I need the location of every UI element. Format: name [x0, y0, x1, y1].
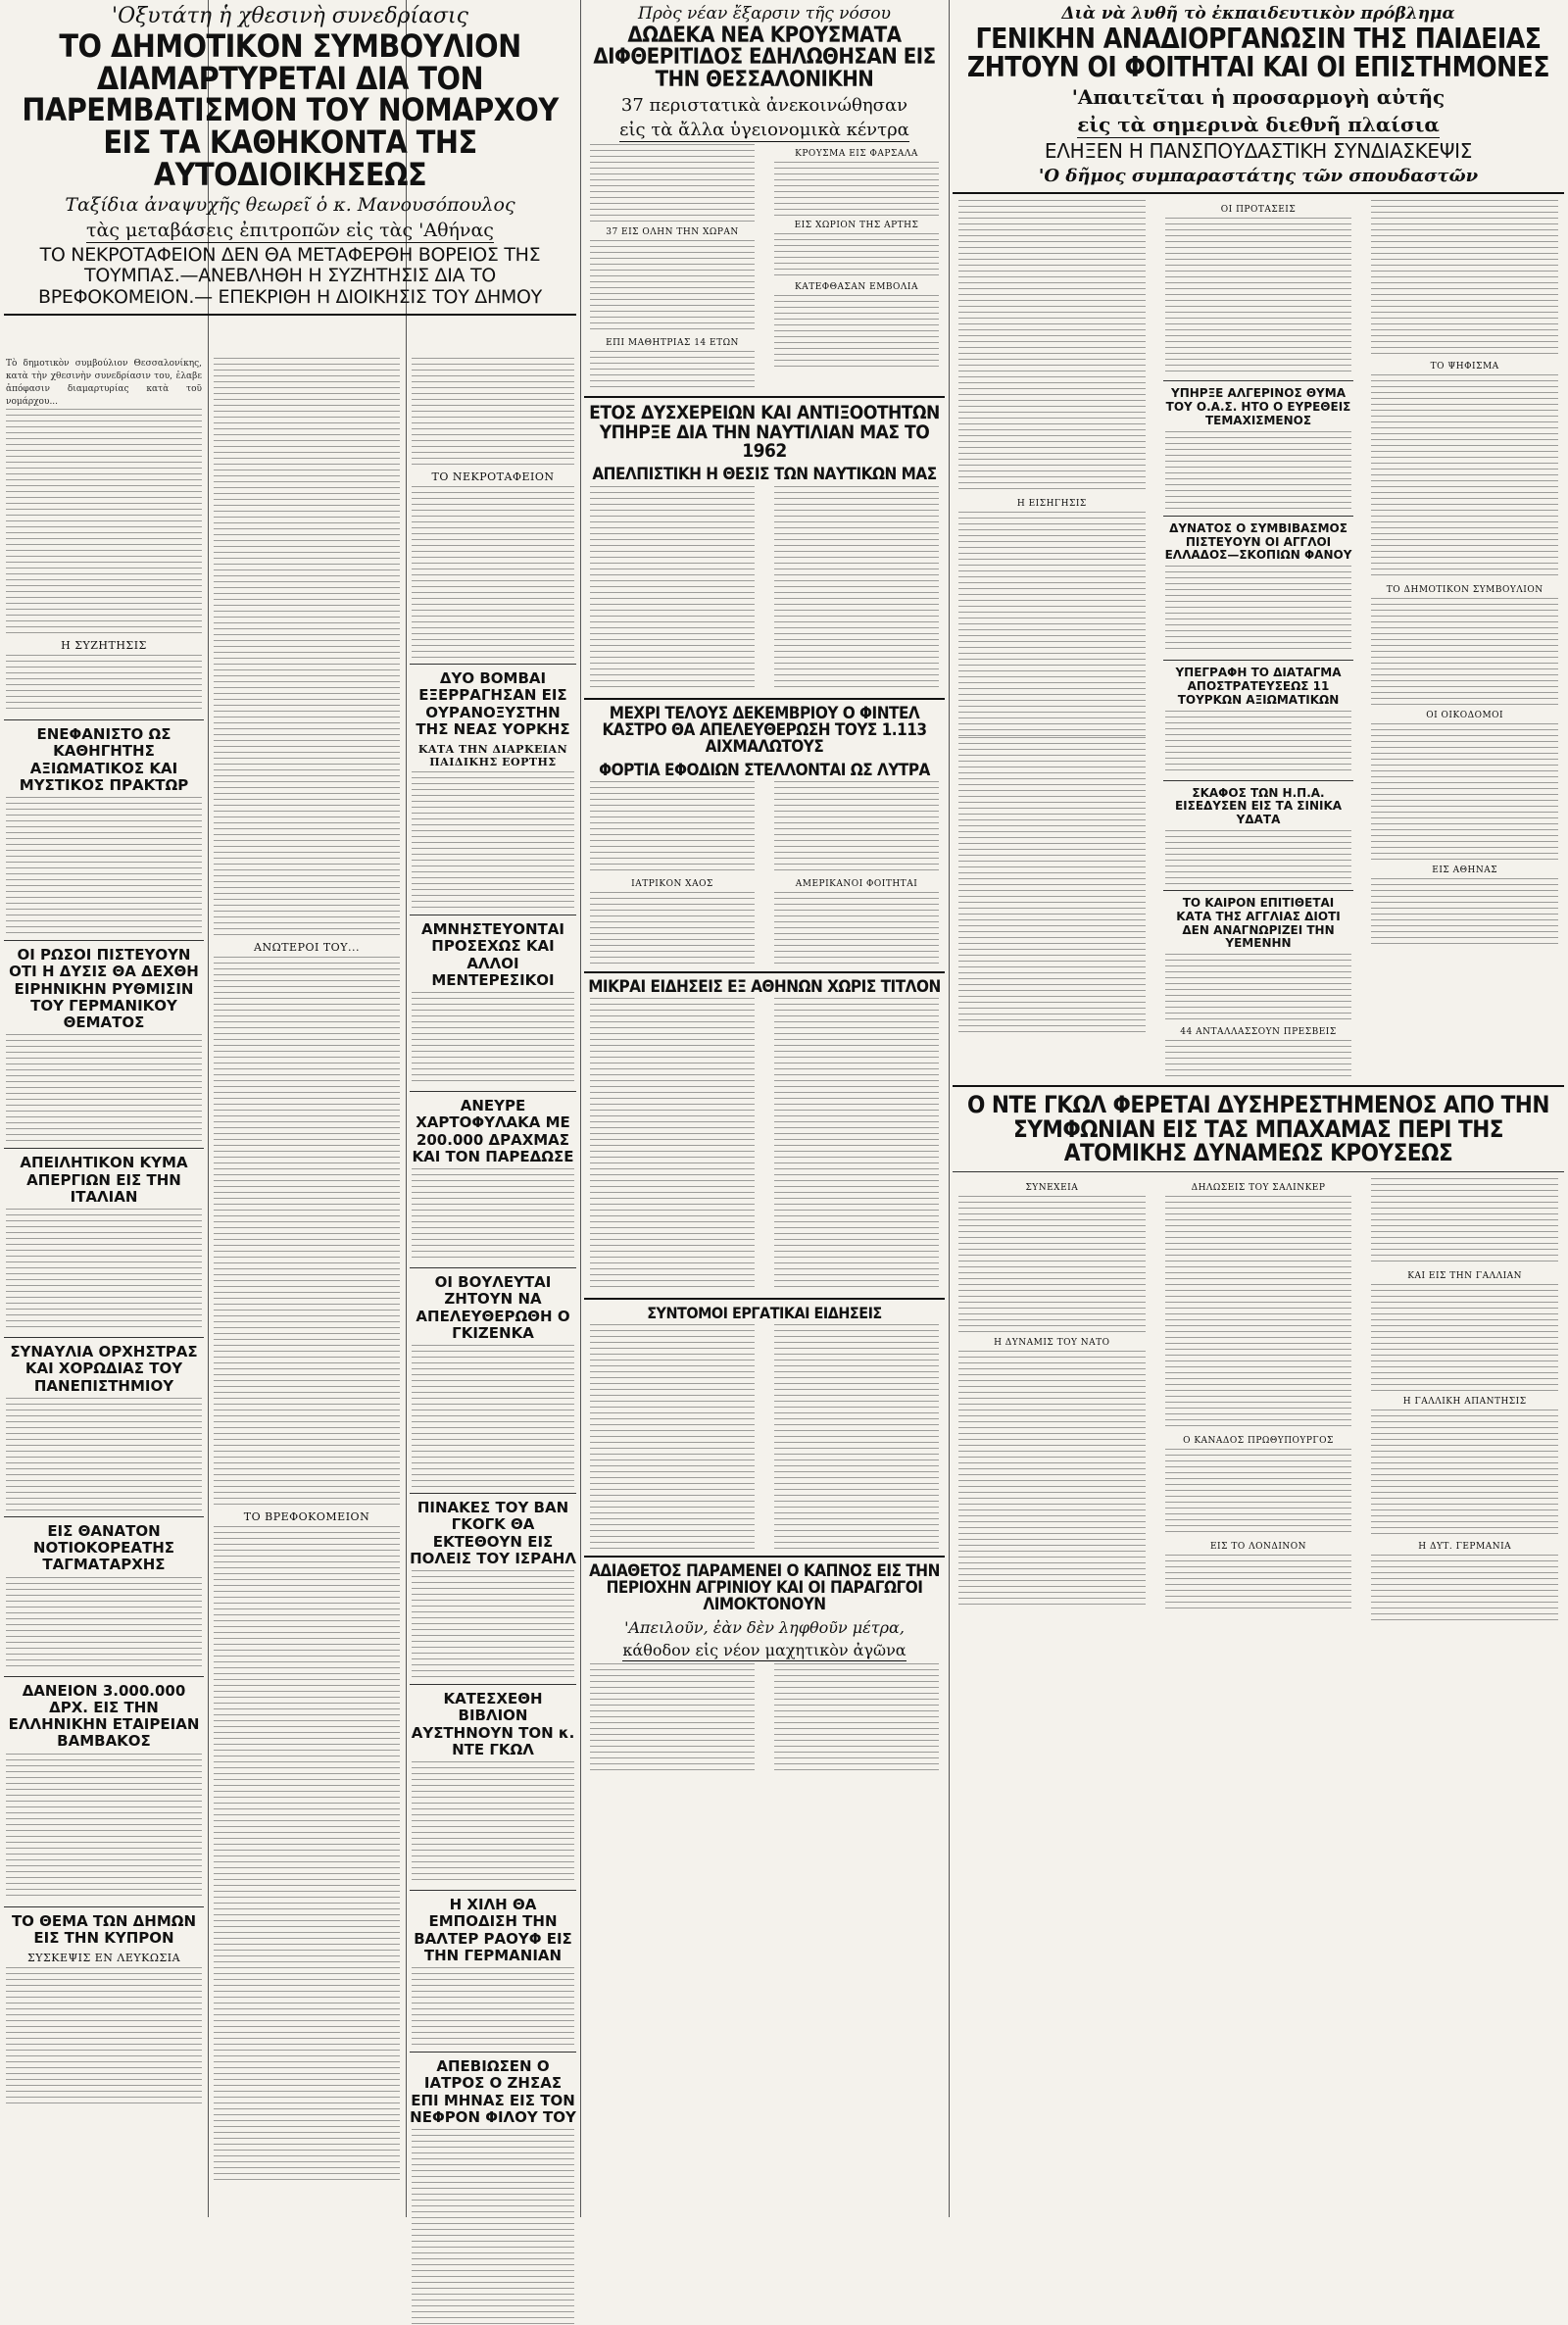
body-text-block [774, 998, 939, 1292]
body-text-block [412, 771, 574, 909]
divider [953, 192, 1564, 194]
body-text-block [1371, 723, 1558, 861]
body-text-block [214, 1526, 400, 2183]
body-text-block [774, 892, 939, 965]
body-text-block [412, 1967, 574, 2046]
story-headline: ΑΠΕΒΙΩΣΕΝ Ο ΙΑΤΡΟΣ Ο ΖΗΣΑΣ ΕΠΙ ΜΗΝΑΣ ΕΙΣ ΤΟΝ ΝΕΦΡΟΝ ΦΙΛΟΥ ΤΟΥ [410, 2057, 576, 2126]
story-headline: ΟΙ ΡΩΣΟΙ ΠΙΣΤΕΥΟΥΝ ΟΤΙ Η ΔΥΣΙΣ ΘΑ ΔΕΧΘΗ ΕΙΡΗΝΙΚΗΝ ΡΥΘΜΙΣΙΝ ΤΟΥ ΓΕΡΜΑΝΙΚΟΥ ΘΕΜΑΤΟΣ [9, 946, 199, 1032]
subhead: 44 ΑΝΤΑΛΛΑΣΣΟΥΝ ΠΡΕΣΒΕΙΣ [1180, 1027, 1337, 1038]
body-text-block [1165, 218, 1352, 374]
body-text-block [412, 992, 574, 1085]
divider [1163, 660, 1354, 661]
body-text-block [6, 1577, 202, 1670]
body-text-block [6, 1398, 202, 1510]
divider [410, 1267, 576, 1268]
athens-news-headline: ΜΙΚΡΑΙ ΕΙΔΗΣΕΙΣ ΕΞ ΑΘΗΝΩΝ ΧΩΡΙΣ ΤΙΤΛΟΝ [588, 977, 941, 998]
body-text-block [1165, 954, 1352, 1022]
story-headline: Η ΧΙΛΗ ΘΑ ΕΜΠΟΔΙΣΗ ΤΗΝ ΒΑΛΤΕΡ ΡΑΟΥΦ ΕΙΣ ΤΗΝ ΓΕΡΜΑΝΙΑΝ [414, 1896, 572, 1964]
subhead: Η ΓΑΛΛΙΚΗ ΑΠΑΝΤΗΣΙΣ [1402, 1396, 1527, 1407]
body-text-block [412, 358, 574, 466]
body-text-block [1165, 830, 1352, 884]
body-text-block [774, 233, 939, 277]
subhead: ΙΑΤΡΙΚΟΝ ΧΑΟΣ [631, 879, 713, 890]
body-text-block [590, 1324, 755, 1550]
tobacco-sub-2: κάθοδον εἰς νέον μαχητικὸν ἀγῶνα [622, 1640, 906, 1659]
diphtheria-sub-1: 37 περιστατικὰ ἀνεκοινώθησαν [620, 95, 908, 117]
subhead: ΚΑΤΕΦΘΑΣΑΝ ΕΜΒΟΛΙΑ [795, 282, 918, 293]
body-text-block [590, 781, 755, 874]
body-text-block [1371, 1410, 1558, 1537]
body-text-block [1371, 1284, 1558, 1392]
subhead: ΤΟ ΔΗΜΟΤΙΚΟΝ ΣΥΜΒΟΥΛΙΟΝ [1386, 585, 1544, 596]
story-headline: ΔΑΝΕΙΟΝ 3.000.000 ΔΡΧ. ΕΙΣ ΤΗΝ ΕΛΛΗΝΙΚΗΝ ΕΤΑΙΡΕΙΑΝ ΒΑΜΒΑΚΟΣ [8, 1681, 200, 1751]
story-headline: ΤΟ ΘΕΜΑ ΤΩΝ ΔΗΜΩΝ ΕΙΣ ΤΗΝ ΚΥΠΡΟΝ [11, 1911, 197, 1947]
divider [410, 2052, 576, 2053]
body-text-block [6, 1754, 202, 1901]
body-text-block [1165, 566, 1352, 654]
body-text-block [774, 295, 939, 369]
body-text-block [6, 1034, 202, 1142]
story-headline: ΕΝΕΦΑΝΙΣΤΟ ΩΣ ΚΑΘΗΓΗΤΗΣ ΑΞΙΩΜΑΤΙΚΟΣ ΚΑΙ ΜΥΣΤΙΚΟΣ ΠΡΑΚΤΩΡ [19, 725, 189, 794]
subhead: ΑΜΕΡΙΚΑΝΟΙ ΦΟΙΤΗΤΑΙ [795, 879, 918, 890]
story-headline: ΠΙΝΑΚΕΣ ΤΟΥ ΒΑΝ ΓΚΟΓΚ ΘΑ ΕΚΤΕΘΟΥΝ ΕΙΣ ΠΟΛΕΙΣ ΤΟΥ ΙΣΡΑΗΛ [410, 1499, 576, 1567]
body-text-block [774, 486, 939, 692]
divider [584, 971, 945, 973]
story-subhead: ΚΑΤΑ ΤΗΝ ΔΙΑΡΚΕΙΑΝ ΠΑΙΔΙΚΗΣ ΕΟΡΤΗΣ [417, 743, 568, 768]
shipping-sub: ΑΠΕΛΠΙΣΤΙΚΗ Η ΘΕΣΙΣ ΤΩΝ ΝΑΥΤΙΚΩΝ ΜΑΣ [592, 465, 937, 485]
body-text-block [1371, 598, 1558, 706]
body-text-block [1165, 711, 1352, 774]
subhead: Η ΕΙΣΗΓΗΣΙΣ [1016, 499, 1087, 510]
lead-subtitle-1: Ταξίδια ἀναψυχῆς θεωρεῖ ὁ κ. Μανουσόπουλος [65, 194, 515, 217]
body-text-block [6, 797, 202, 934]
lead-headline: ΤΟ ΔΗΜΟΤΙΚΟΝ ΣΥΜΒΟΥΛΙΟΝ ΔΙΑΜΑΡΤΥΡΕΤΑΙ ΔΙΑ ΤΟΝ ΠΑΡΕΜΒΑΤΙΣΜΟΝ ΤΟΥ ΝΟΜΑΡΧΟΥ ΕΙΣ ΤΑ ΚΑΘΗΚΟΝΤΑ ΤΗΣ ΑΥΤΟΔΙΟΙΚΗΣΕΩΣ [22, 27, 559, 193]
subhead: ΟΙ ΟΙΚΟΔΟΜΟΙ [1426, 711, 1504, 721]
divider [953, 1085, 1564, 1087]
body-text-block [590, 892, 755, 965]
labor-news-headline: ΣΥΝΤΟΜΟΙ ΕΡΓΑΤΙΚΑΙ ΕΙΔΗΣΕΙΣ [647, 1304, 882, 1323]
subhead: ΕΠΙ ΜΑΘΗΤΡΙΑΣ 14 ΕΤΩΝ [606, 338, 739, 349]
story-headline: ΔΥΝΑΤΟΣ Ο ΣΥΜΒΙΒΑΣΜΟΣ ΠΙΣΤΕΥΟΥΝ ΟΙ ΑΓΓΛΟΙ ΕΛΛΑΔΟΣ—ΣΚΟΠΙΩΝ ΦΑΝΟΥ [1164, 520, 1352, 563]
body-text-block [590, 486, 755, 692]
body-text-block [1165, 431, 1352, 510]
diphtheria-kicker: Πρὸς νέαν ἔξαρσιν τῆς νόσου [638, 4, 891, 24]
body-text-block [590, 998, 755, 1292]
story-subhead: ΣΥΣΚΕΨΙΣ ΕΝ ΛΕΥΚΩΣΙΑ [26, 1952, 181, 1965]
tobacco-sub-1: 'Απειλοῦν, ἐὰν δὲν ληφθοῦν μέτρα, [624, 1617, 905, 1637]
subhead: ΔΗΛΩΣΕΙΣ ΤΟΥ ΣΑΛΙΝΚΕΡ [1191, 1182, 1326, 1193]
divider [4, 314, 576, 316]
divider [1163, 890, 1354, 891]
divider [953, 1171, 1564, 1172]
divider [4, 1906, 204, 1907]
divider [4, 1148, 204, 1149]
education-sub-2: εἰς τὰ σημερινὰ διεθνῆ πλαίσια [1077, 113, 1440, 137]
lead-deck: ΤΟ ΝΕΚΡΟΤΑΦΕΙΟΝ ΔΕΝ ΘΑ ΜΕΤΑΦΕΡΘΗ ΒΟΡΕΙΟΣ ΤΗΣ ΤΟΥΜΠΑΣ.—ΑΝΕΒΛΗΘΗ Η ΣΥΖΗΤΗΣΙΣ ΔΙΑ ΤΟ ΒΡΕΦΟΚΟΜΕΙΟΝ.— ΕΠΕΚΡΙΘΗ Η ΔΙΟΙΚΗΣΙΣ ΤΟΥ ΔΗΜΟΥ [37, 244, 542, 308]
body-text-block [412, 1345, 574, 1487]
body-text-block [958, 737, 1146, 1036]
body-text-block [412, 486, 574, 658]
divider [1163, 780, 1354, 781]
divider [1163, 380, 1354, 381]
tobacco-headline: ΑΔΙΑΘΕΤΟΣ ΠΑΡΑΜΕΝΕΙ Ο ΚΑΠΝΟΣ ΕΙΣ ΤΗΝ ΠΕΡΙΟΧΗΝ ΑΓΡΙΝΙΟΥ ΚΑΙ ΟΙ ΠΑΡΑΓΩΓΟΙ ΛΙΜΟΚΤΟΝΟΥΝ [589, 1560, 940, 1615]
subhead-vrefokomeion: ΤΟ ΒΡΕΦΟΚΟΜΕΙΟΝ [243, 1510, 370, 1523]
body-text-block [412, 1168, 574, 1261]
story-headline: ΥΠΗΡΞΕ ΑΛΓΕΡΙΝΟΣ ΘΥΜΑ ΤΟΥ Ο.Α.Σ. ΗΤΟ Ο ΕΥΡΕΘΕΙΣ ΤΕΜΑΧΙΣΜΕΝΟΣ [1165, 386, 1351, 428]
column-5 [949, 0, 1568, 1623]
castro-headline: ΜΕΧΡΙ ΤΕΛΟΥΣ ΔΕΚΕΜΒΡΙΟΥ Ο ΦΙΝΤΕΛ ΚΑΣΤΡΟ ΘΑ ΑΠΕΛΕΥΘΕΡΩΣΗ ΤΟΥΣ 1.113 ΑΙΧΜΑΛΩΤΟΥΣ [602, 703, 927, 758]
lead-subtitle-2: τὰς μεταβάσεις ἐπιτροπῶν εἰς τὰς 'Αθήνας [86, 220, 494, 242]
story-headline: ΟΙ ΒΟΥΛΕΥΤΑΙ ΖΗΤΟΥΝ ΝΑ ΑΠΕΛΕΥΘΕΡΩΘΗ Ο ΓΚΙΖΕΝΚΑ [416, 1273, 570, 1342]
divider [584, 1298, 945, 1300]
body-text-block [1371, 200, 1558, 357]
body-text-block [590, 144, 755, 223]
diphtheria-sub-2: εἰς τὰ ἄλλα ὑγειονομικὰ κέντρα [619, 120, 909, 141]
story-headline: ΑΠΕΙΛΗΤΙΚΟΝ ΚΥΜΑ ΑΠΕΡΓΙΩΝ ΕΙΣ ΤΗΝ ΙΤΑΛΙΑΝ [20, 1154, 188, 1206]
story-headline: ΑΜΝΗΣΤΕΥΟΝΤΑΙ ΠΡΟΣΕΧΩΣ ΚΑΙ ΑΛΛΟΙ ΜΕΝΤΕΡΕΣΙΚΟΙ [421, 920, 564, 989]
divider [584, 698, 945, 700]
divider [4, 719, 204, 720]
story-headline: ΣΥΝΑΥΛΙΑ ΟΡΧΗΣΤΡΑΣ ΚΑΙ ΧΟΡΩΔΙΑΣ ΤΟΥ ΠΑΝΕΠΙΣΤΗΜΙΟΥ [10, 1343, 198, 1395]
subhead: ΚΑΙ ΕΙΣ ΤΗΝ ΓΑΛΛΙΑΝ [1407, 1270, 1523, 1281]
body-text-block [214, 358, 400, 936]
divider [4, 1676, 204, 1677]
story-headline: ΕΙΣ ΘΑΝΑΤΟΝ ΝΟΤΙΟΚΟΡΕΑΤΗΣ ΤΑΓΜΑΤΑΡΧΗΣ [32, 1521, 175, 1574]
body-text-block [214, 957, 400, 1506]
subhead: 37 ΕΙΣ ΟΛΗΝ ΤΗΝ ΧΩΡΑΝ [606, 227, 739, 238]
education-headline: ΓΕΝΙΚΗΝ ΑΝΑΔΙΟΡΓΑΝΩΣΙΝ ΤΗΣ ΠΑΙΔΕΙΑΣ ΖΗΤΟΥΝ ΟΙ ΦΟΙΤΗΤΑΙ ΚΑΙ ΟΙ ΕΠΙΣΤΗΜΟΝΕΣ [966, 23, 1550, 83]
body-text-block [958, 1196, 1146, 1333]
body-text-block [1371, 878, 1558, 947]
story-headline: ΥΠΕΓΡΑΦΗ ΤΟ ΔΙΑΤΑΓΜΑ ΑΠΟΣΤΡΑΤΕΥΣΕΩΣ 11 ΤΟΥΡΚΩΝ ΑΞΙΩΜΑΤΙΚΩΝ [1175, 666, 1342, 707]
subhead: ΤΟ ΨΗΦΙΣΜΑ [1430, 362, 1499, 372]
subhead: ΕΙΣ ΤΟ ΛΟΝΔΙΝΟΝ [1209, 1541, 1307, 1552]
subhead: Η ΔΥΝΑΜΙΣ ΤΟΥ ΝΑΤΟ [994, 1337, 1110, 1348]
body-text-block [774, 1324, 939, 1550]
subhead: Η ΔΥΤ. ΓΕΡΜΑΝΙΑ [1418, 1541, 1512, 1552]
subhead: ΕΙΣ ΑΘΗΝΑΣ [1432, 866, 1498, 876]
body-text-block [1371, 1178, 1558, 1266]
body-text-block [590, 351, 755, 390]
divider [584, 396, 945, 398]
subhead-anoteroi: ΑΝΩΤΕΡΟΙ ΤΟΥ... [254, 941, 360, 954]
lead-kicker: 'Οξυτάτη ἡ χθεσινὴ συνεδρίασις [112, 4, 468, 28]
body-text-block [958, 512, 1146, 737]
education-sub-1: 'Απαιτεῖται ἡ προσαρμογὴ αὐτῆς [1071, 85, 1446, 110]
story-headline: ΤΟ ΚΑΙΡΟΝ ΕΠΙΤΙΘΕΤΑΙ ΚΑΤΑ ΤΗΣ ΑΓΓΛΙΑΣ ΔΙΟΤΙ ΔΕΝ ΑΝΑΓΝΩΡΙΖΕΙ ΤΗΝ ΥΕΜΕΝΗΝ [1176, 896, 1341, 951]
shipping-headline: ΕΤΟΣ ΔΥΣΧΕΡΕΙΩΝ ΚΑΙ ΑΝΤΙΞΟΟΤΗΤΩΝ ΥΠΗΡΞΕ ΔΙΑ ΤΗΝ ΝΑΥΤΙΛΙΑΝ ΜΑΣ ΤΟ 1962 [589, 402, 940, 463]
divider [4, 940, 204, 941]
castro-sub: ΦΟΡΤΙΑ ΕΦΟΔΙΩΝ ΣΤΕΛΛΟΝΤΑΙ ΩΣ ΛΥΤΡΑ [599, 760, 930, 780]
body-text-block [1371, 374, 1558, 580]
education-deck: ΕΛΗΞΕΝ Η ΠΑΝΣΠΟΥΔΑΣΤΙΚΗ ΣΥΝΔΙΑΣΚΕΨΙΣ [1044, 139, 1473, 164]
divider [1163, 516, 1354, 517]
divider [410, 1684, 576, 1685]
body-text-block [6, 655, 202, 714]
body-text-block [1165, 1196, 1352, 1431]
lead-body-text: Τὸ δημοτικὸν συμβούλιον Θεσσαλονίκης, κατὰ τὴν χθεσινὴν συνεδρίασιν του, ἐλαβε ἀπόφασιν διαμαρτυρίας κατὰ τοῦ νομάρχου... [6, 359, 202, 408]
body-text-block [1165, 1449, 1352, 1537]
body-text-block [6, 1967, 202, 2104]
story-headline: ΚΑΤΕΣΧΕΘΗ ΒΙΒΛΙΟΝ ΑΥΣΤΗΝΟΥΝ ΤΟΝ κ. ΝΤΕ ΓΚΩΛ [411, 1690, 575, 1758]
body-text-block [6, 409, 202, 634]
story-headline: ΣΚΑΦΟΣ ΤΩΝ Η.Π.Α. ΕΙΣΕΔΥΣΕΝ ΕΙΣ ΤΑ ΣΙΝΙΚΑ ΥΔΑΤΑ [1174, 785, 1343, 827]
education-kicker: Διὰ νὰ λυθῆ τὸ ἐκπαιδευτικὸν πρόβλημα [1061, 4, 1455, 24]
body-text-block [774, 1663, 939, 1771]
diphtheria-headline: ΔΩΔΕΚΑ ΝΕΑ ΚΡΟΥΣΜΑΤΑ ΔΙΦΘΕΡΙΤΙΔΟΣ ΕΔΗΛΩΘΗΣΑΝ ΕΙΣ ΤΗΝ ΘΕΣΣΑΛΟΝΙΚΗΝ [593, 24, 936, 92]
column-2 [208, 358, 406, 2183]
body-text-block [6, 1209, 202, 1331]
divider [410, 664, 576, 665]
subhead: ΟΙ ΠΡΟΤΑΣΕΙΣ [1220, 205, 1297, 216]
body-text-block [412, 1570, 574, 1678]
body-text-block [590, 240, 755, 333]
de-gaulle-headline: Ο ΝΤΕ ΓΚΩΛ ΦΕΡΕΤΑΙ ΔΥΣΗΡΕΣΤΗΜΕΝΟΣ ΑΠΟ ΤΗΝ ΣΥΜΦΩΝΙΑΝ ΕΙΣ ΤΑΣ ΜΠΑΧΑΜΑΣ ΠΕΡΙ ΤΗΣ ΑΤΟΜΙΚΗΣ ΔΥΝΑΜΕΩΣ ΚΡΟΥΣΕΩΣ [967, 1091, 1549, 1167]
divider [4, 1337, 204, 1338]
story-headline: ΔΥΟ ΒΟΜΒΑΙ ΕΞΕΡΡΑΓΗΣΑΝ ΕΙΣ ΟΥΡΑΝΟΞΥΣΤΗΝ ΤΗΣ ΝΕΑΣ ΥΟΡΚΗΣ [416, 669, 570, 738]
column-4 [580, 0, 949, 1771]
divider [410, 1890, 576, 1891]
divider [410, 1091, 576, 1092]
body-text-block [1371, 1555, 1558, 1623]
subhead-syzitisis: Η ΣΥΖΗΤΗΣΙΣ [61, 639, 147, 653]
body-text-block [412, 1761, 574, 1884]
body-text-block [774, 162, 939, 216]
subhead-nekrotafeion: ΤΟ ΝΕΚΡΟΤΑΦΕΙΟΝ [431, 470, 555, 483]
subhead: ΕΙΣ ΧΩΡΙΟΝ ΤΗΣ ΑΡΤΗΣ [794, 221, 919, 231]
divider [584, 1556, 945, 1558]
subhead: ΣΥΝΕΧΕΙΑ [1025, 1182, 1079, 1193]
column-1 [0, 358, 208, 2104]
lead-story-left [0, 0, 580, 322]
subhead: Ο ΚΑΝΑΔΟΣ ΠΡΩΘΥΠΟΥΡΓΟΣ [1183, 1435, 1334, 1446]
body-text-block [1165, 1555, 1352, 1613]
subhead: ΚΡΟΥΣΜΑ ΕΙΣ ΦΑΡΣΑΛΑ [795, 149, 918, 160]
body-text-block [958, 200, 1146, 494]
body-text-block [774, 781, 939, 874]
body-text-block [958, 1351, 1146, 1606]
column-3 [406, 358, 580, 2325]
divider [410, 1493, 576, 1494]
education-sub-3: 'Ο δῆμος συμπαραστάτης τῶν σπουδαστῶν [1038, 166, 1479, 187]
story-headline: ΑΝΕΥΡΕ ΧΑΡΤΟΦΥΛΑΚΑ ΜΕ 200.000 ΔΡΑΧΜΑΣ ΚΑΙ ΤΟΝ ΠΑΡΕΔΩΣΕ [412, 1097, 574, 1165]
body-text-block [1165, 1040, 1352, 1079]
body-text-block [412, 2129, 574, 2325]
divider [4, 1516, 204, 1517]
body-text-block [590, 1663, 755, 1771]
